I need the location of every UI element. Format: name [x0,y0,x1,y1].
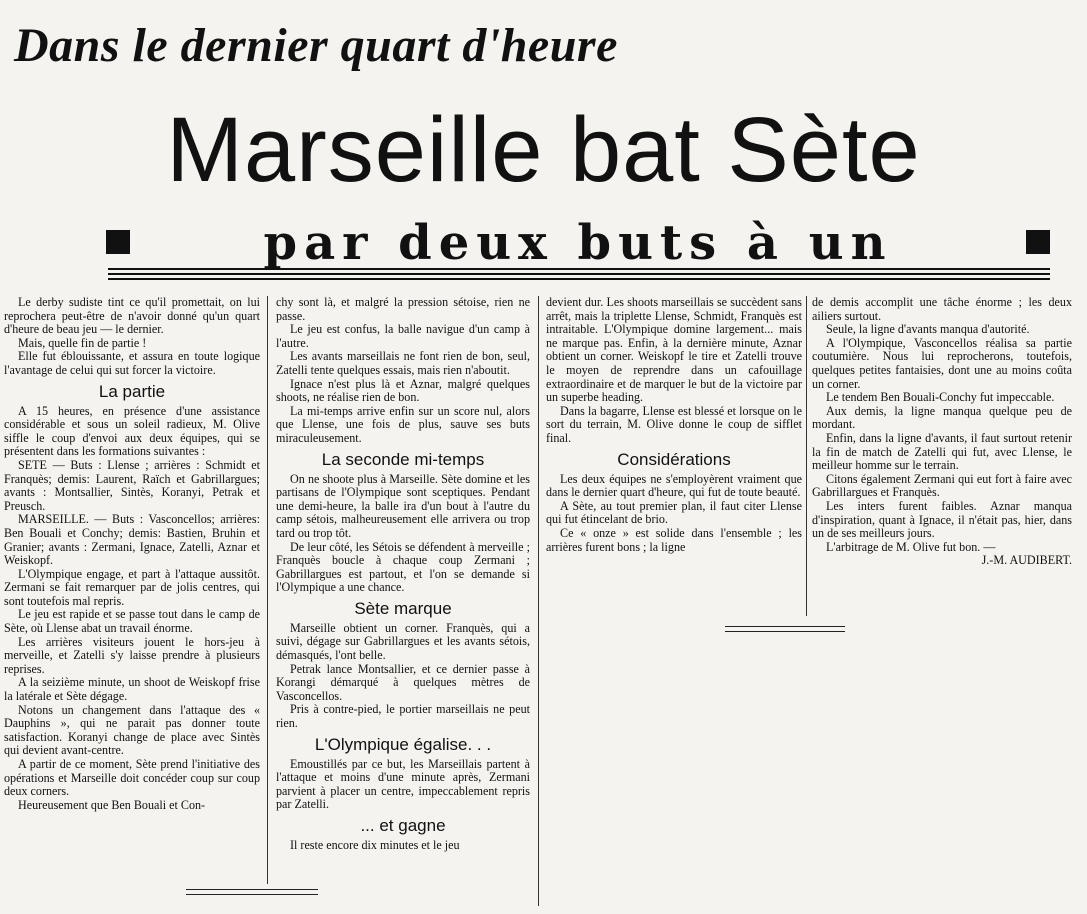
column-divider [267,296,268,884]
section-heading: ... et gagne [360,816,446,835]
section-heading: La seconde mi-temps [321,449,485,469]
paragraph: Mais, quelle fin de partie ! [18,335,147,350]
paragraph: A 15 heures, en présence d'une assistance considérable et sous un soleil radieux, M. Olive siffle le coup d'envoi aux deux équipes, qui se présentent dans les formations suivantes : [4,403,260,459]
paragraph: Ignace n'est plus là et Aznar, malgré quelques shoots, ne réalise rien de bon. [276,376,530,405]
paragraph: Dans la bagarre, Llense est blessé et lorsque on le sort du terrain, M. Olive donne le coup de sifflet final. [546,403,802,445]
paragraph: Ce « onze » est solide dans l'ensemble ; les arrières furent bons ; la ligne [546,525,802,554]
end-rule [725,631,845,632]
article-column-4 [812,296,1072,568]
section-heading: L'Olympique égalise. . . [314,734,492,754]
paragraph: Les avants marseillais ne font rien de bon, seul, Zatelli tente quelques essais, mais rien n'aboutit. [276,349,530,377]
header-rule [108,273,1050,275]
paragraph: A partir de ce moment, Sète prend l'initiative des opérations et Marseille doit concéder coup sur coup deux corners. [4,757,260,799]
section-heading: La partie [98,381,166,401]
article-column-3 [546,296,802,554]
paragraph: La mi-temps arrive enfin sur un score nul, alors que Llense, une fois de plus, sauve ses buts miraculeusement. [276,403,530,445]
paragraph: Marseille obtient un corner. Franquès, qui a suivi, dégage sur Gabrillargues et les avants sétois, démasqués, l'ont belle. [276,620,530,663]
paragraph: L'Olympique engage, et part à l'attaque aussitôt. Zermani se fait remarquer par de jolis centres, qui sont toutefois mal repris. [4,566,260,608]
paragraph: Elle fut éblouissante, et assura en toute logique l'avantage de celui qui sut forcer la victoire. [4,349,260,377]
paragraph: L'arbitrage de M. Olive fut bon. — [826,539,996,554]
paragraph: Le tendem Ben Bouali-Conchy fut impeccable. [826,390,1055,405]
paragraph: Les arrières visiteurs jouent le hors-jeu à merveille, et Zatelli s'y laisse prendre à plusieurs reprises. [4,634,260,676]
author-signature: J.-M. AUDIBERT. [981,553,1072,568]
article-column-1 [4,296,260,812]
paragraph: Le jeu est confus, la balle navigue d'un camp à l'autre. [276,322,530,350]
column-divider [538,296,539,906]
paragraph: SETE — Buts : Llense ; arrières : Schmidt et Franquès; demis: Laurent, Raïch et Gabrillargues; avants : Montsallier, Sintès, Koranyi, Petrak et Preusch. [4,457,260,513]
paragraph: Petrak lance Montsallier, et ce dernier passe à Korangi démarqué à quelques mètres de Vasconcellos. [276,661,530,703]
paragraph: Seule, la ligne d'avants manqua d'autorité. [826,322,1030,337]
paragraph: Le derby sudiste tint ce qu'il promettait, on lui reprochera peut-être de n'avoir donné qu'un quart d'heure de beau jeu — le dernier. [4,295,260,337]
paragraph: devient dur. Les shoots marseillais se succèdent sans arrêt, mais la triplette Llense, Schmidt, Franquès est intraitable. L'Olympique domine largement... mais ne marque pas. Enfin, à la dernière minute, Aznar obtient un corner. Weiskopf le tire et Zatelli trouve le moyen de reprendre dans un cafouillage extraordinaire et de marquer le but de la victoire par un superbe heading. [546,295,802,405]
section-heading: Considérations [617,449,731,469]
headline-title: Marseille bat Sète [166,99,921,201]
paragraph: On ne shoote plus à Marseille. Sète domine et les partisans de l'Olympique sont sceptiques. Pendant une demi-heure, la balle ira d'un bout à l'autre du camp sétois, malheureusement elle arrivera ou trop tard ou trop tôt. [276,471,530,540]
paragraph: chy sont là, et malgré la pression sétoise, rien ne passe. [276,295,530,323]
paragraph: de demis accomplit une tâche énorme ; les deux ailiers surtout. [812,295,1072,323]
headline-kicker: Dans le dernier quart d'heure [14,19,618,72]
paragraph: Heureusement que Ben Bouali et Con- [18,797,206,812]
paragraph: Aux demis, la ligne manqua quelque peu de mordant. [812,403,1072,432]
section-heading: Sète marque [354,598,452,618]
paragraph: Pris à contre-pied, le portier marseillais ne peut rien. [276,702,530,731]
square-bullet-icon [1026,230,1050,254]
paragraph: A l'Olympique, Vasconcellos réalisa sa partie coutumière. Nous lui reprocherons, toutefois, quelques petites fantaisies, dont une au moins coûta un corner. [812,335,1072,391]
paragraph: Les deux équipes ne s'employèrent vraiment que dans le dernier quart d'heure, qui fut de toute beauté. [546,471,802,500]
paragraph: De leur côté, les Sétois se défendent à merveille ; Franquès boucle à chaque coup Zermani ; Gabrillargues est partout, et l'on se demande si l'Olympique a une chance. [276,539,530,595]
end-rule [725,626,845,627]
header-rule [108,268,1050,270]
paragraph: Il reste encore dix minutes et le jeu [290,838,460,852]
paragraph: Notons un changement dans l'attaque des « Dauphins », qui ne parait pas donner toute satisfaction. Koranyi change de place avec Sintès qui devient avant-centre. [4,702,260,758]
header-rule [108,278,1050,280]
paragraph: Les inters furent faibles. Aznar manqua d'inspiration, quant à Ignace, il n'était pas, hier, dans un de ses meilleurs jours. [812,498,1072,541]
paragraph: MARSEILLE. — Buts : Vasconcellos; arrières: Ben Bouali et Conchy; demis: Bastien, Bruhin et Granier; avants : Zermani, Ignace, Zatelli, Aznar et Weiskopf. [4,512,260,568]
end-rule [186,894,318,895]
paragraph: Emoustillés par ce but, les Marseillais partent à l'attaque et moins d'une minute après, Zermani parvient à placer un centre, impeccablement repris par Zatelli. [276,756,530,812]
paragraph: A Sète, au tout premier plan, il faut citer Llense qui fut étincelant de brio. [546,498,802,527]
paragraph: Citons également Zermani qui eut fort à faire avec Gabrillargues et Franquès. [812,471,1072,500]
column-divider [806,296,807,616]
article-column-2 [276,296,530,853]
subheadline: par deux buts à un [263,215,893,271]
paragraph: A la seizième minute, un shoot de Weiskopf frise la latérale et Sète dégage. [4,675,260,704]
paragraph: Le jeu est rapide et se passe tout dans le camp de Sète, où Llense abat un travail énorme. [4,607,260,636]
square-bullet-icon [106,230,130,254]
end-rule [186,889,318,890]
paragraph: Enfin, dans la ligne d'avants, il faut surtout retenir la fin de match de Zatelli qui fut, avec Llense, le meilleur homme sur le terrain. [812,430,1072,473]
subheadline-row [106,215,1050,271]
